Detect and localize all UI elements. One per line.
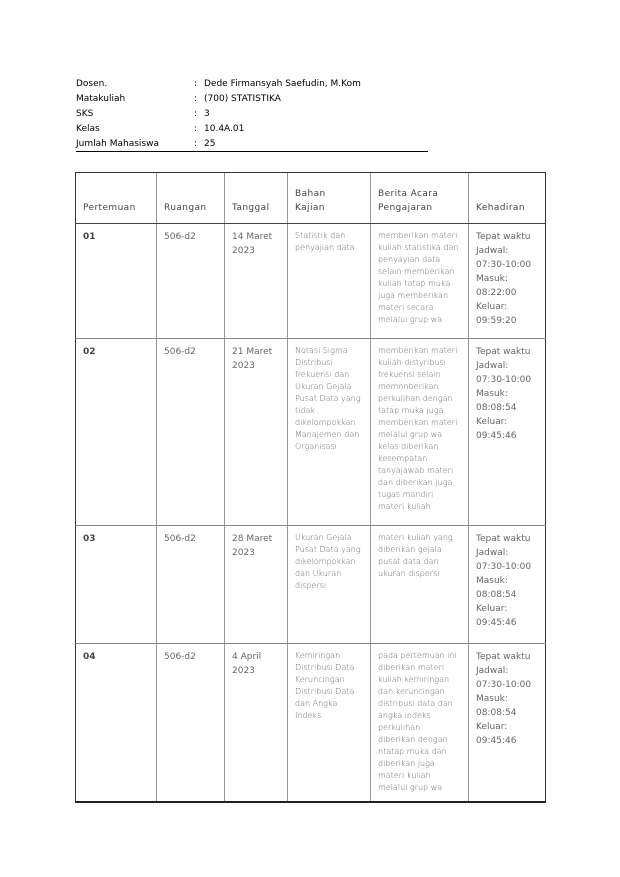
- info-value: 3: [204, 108, 210, 119]
- cell-kehadiran: Tepat waktu Jadwal: 07:30-10:00 Masuk: 08:08:54 Keluar: 09:45:46: [468, 339, 546, 525]
- info-value: 25: [204, 138, 216, 149]
- cell-kehadiran: Tepat waktu Jadwal: 07:30-10:00 Masuk: 08:22:00 Keluar: 09:59:20: [468, 224, 546, 338]
- table-row: [75, 526, 546, 644]
- info-row-sks: [76, 106, 428, 121]
- info-label: Jumlah Mahasiswa: [76, 138, 159, 149]
- info-row-matakuliah: [76, 91, 428, 106]
- attendance-table: [75, 172, 546, 803]
- info-label: SKS: [76, 108, 94, 119]
- info-label: Matakuliah: [76, 93, 126, 104]
- cell-tanggal: 28 Maret 2023: [224, 526, 287, 643]
- info-colon: :: [194, 78, 198, 89]
- cell-berita: pada pertemuan ini diberikan materi kuliah kemiringan dan keruncingan distribusi data dan angka indeks perkulihan diberikan dengan ntatap muka dan diberikan juga materi kuliah melalui grup wa: [370, 644, 468, 801]
- cell-pertemuan: 03: [75, 526, 156, 643]
- info-colon: :: [194, 138, 198, 149]
- cell-ruangan: 506-d2: [156, 224, 224, 338]
- header-pertemuan: Pertemuan: [75, 173, 156, 223]
- info-colon: :: [194, 108, 198, 119]
- table-row: [75, 644, 546, 801]
- cell-berita: memberikan materi kuliah statistika dan penyayian data selain memberikan kuliah tatap muka juga memberikan materi secara melalui grup wa: [370, 224, 468, 338]
- cell-kehadiran: Tepat waktu Jadwal: 07:30-10:00 Masuk: 08:08:54 Keluar: 09:45:46: [468, 644, 546, 801]
- cell-berita: materi kuliah yang diberikan gejala pusat data dan ukuran dispersi: [370, 526, 468, 643]
- cell-tanggal: 14 Maret 2023: [224, 224, 287, 338]
- cell-bahan: Ukuran Gejala Pusat Data yang dikelompokkan dan Ukuran dispersi: [287, 526, 370, 643]
- cell-tanggal: 21 Maret 2023: [224, 339, 287, 525]
- cell-tanggal: 4 April 2023: [224, 644, 287, 801]
- info-value: Dede Firmansyah Saefudin, M.Kom: [204, 78, 361, 89]
- info-label: Dosen.: [76, 78, 108, 89]
- cell-bahan: Statistik dan penyajian data: [287, 224, 370, 338]
- cell-pertemuan: 04: [75, 644, 156, 801]
- header-ruangan: Ruangan: [156, 173, 224, 223]
- header-kehadiran: Kehadiran: [468, 173, 546, 223]
- table-header: [75, 173, 546, 224]
- table-row: [75, 339, 546, 526]
- cell-ruangan: 506-d2: [156, 526, 224, 643]
- cell-berita: memberikan materi kuliah distyribusi frekuensi selain memnnberikan perkulihan dengan tatap muka juga memberikan materi melalui grup wa kelas diberikan kesempatan tanyajawab materi dan diberikan juga tugas mandiri materi kuliah: [370, 339, 468, 525]
- cell-ruangan: 506-d2: [156, 339, 224, 525]
- cell-ruangan: 506-d2: [156, 644, 224, 801]
- cell-pertemuan: 01: [75, 224, 156, 338]
- cell-pertemuan: 02: [75, 339, 156, 525]
- cell-kehadiran: Tepat waktu Jadwal: 07:30-10:00 Masuk: 08:08:54 Keluar: 09:45:46: [468, 526, 546, 643]
- header-berita-acara: Berita Acara Pengajaran: [370, 173, 468, 223]
- info-row-jumlah-mahasiswa: [76, 136, 428, 152]
- header-tanggal: Tanggal: [224, 173, 287, 223]
- cell-bahan: Kemiringan Distribusi Data Keruncingan Distribusi Data dan Angka Indeks: [287, 644, 370, 801]
- info-value: 10.4A.01: [204, 123, 245, 134]
- info-colon: :: [194, 123, 198, 134]
- info-label: Kelas: [76, 123, 100, 134]
- course-info: [76, 76, 428, 152]
- cell-bahan: Notasi Sigma Distribusi frekuensi dan Ukuran Gejala Pusat Data yang tidak dikelompokkan Manajemen dan Organisasi: [287, 339, 370, 525]
- info-value: (700) STATISTIKA: [204, 93, 281, 104]
- info-row-kelas: [76, 121, 428, 136]
- info-row-dosen: [76, 76, 428, 91]
- header-bahan-kajian: Bahan Kajian: [287, 173, 370, 223]
- info-colon: :: [194, 93, 198, 104]
- table-row: [75, 224, 546, 339]
